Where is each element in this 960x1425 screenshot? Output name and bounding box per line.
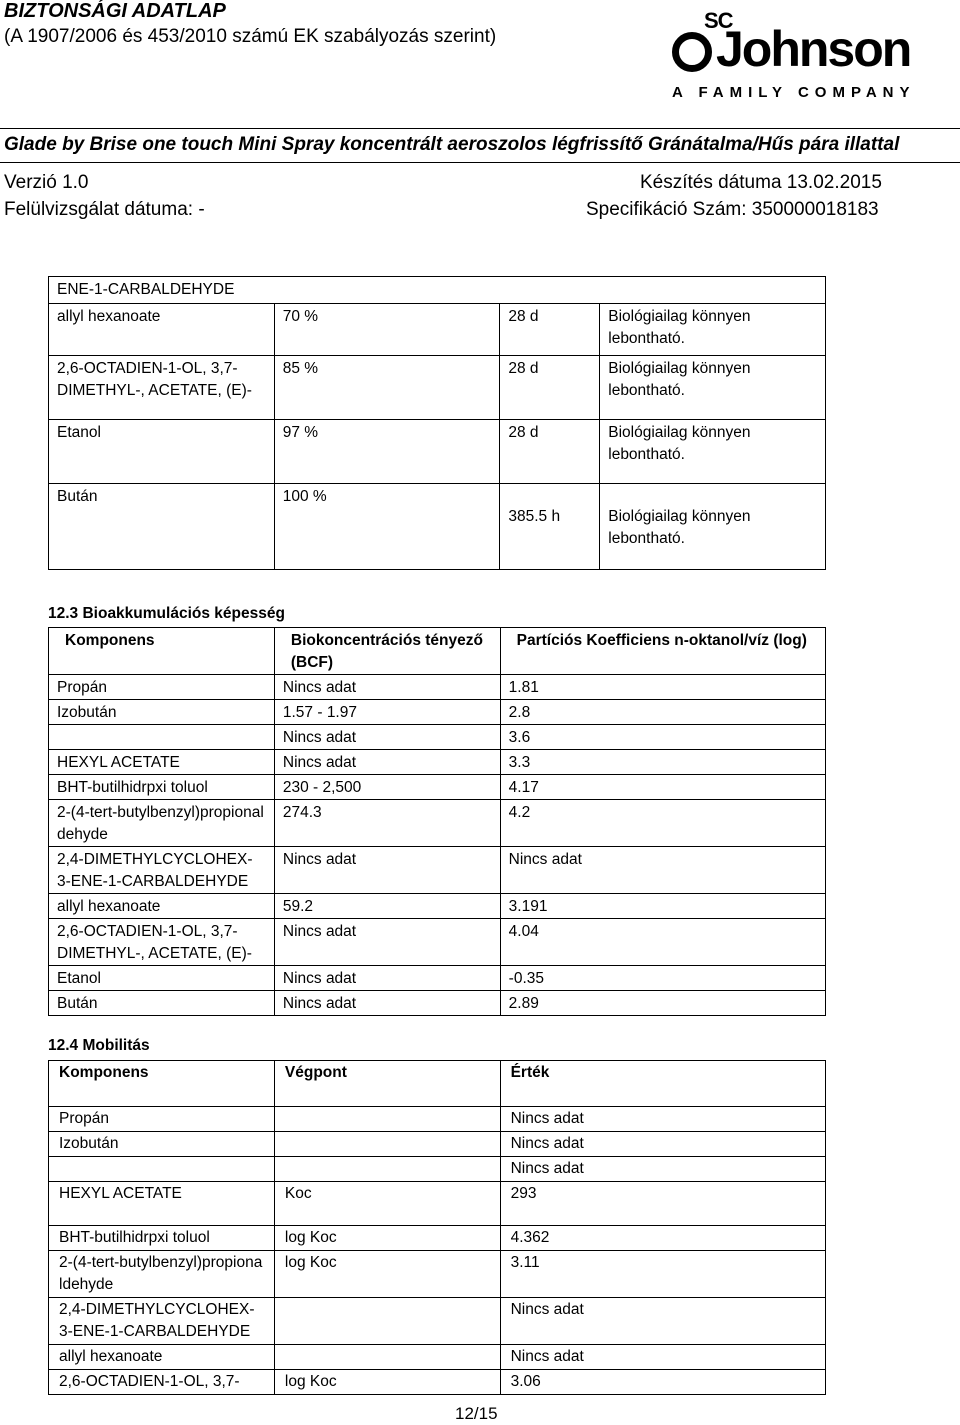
value-cell: 100 % bbox=[274, 484, 500, 570]
result-cell: Biológiailag könnyen lebontható. bbox=[600, 356, 826, 420]
table-row bbox=[49, 1107, 826, 1132]
cell: 3.6 bbox=[500, 725, 825, 750]
company-logo bbox=[668, 8, 916, 108]
column-header: Partíciós Koefficiens n-oktanol/víz (log) bbox=[500, 628, 825, 675]
section-heading-mobility: 12.4 Mobilitás bbox=[48, 1037, 150, 1054]
table-row bbox=[49, 800, 826, 847]
table-row bbox=[49, 1182, 826, 1226]
cell: Nincs adat bbox=[274, 750, 500, 775]
section-heading-bioaccumulation: 12.3 Bioakkumulációs képesség bbox=[48, 605, 285, 622]
component-cell: Etanol bbox=[49, 420, 275, 484]
component-cell: 2,6-OCTADIEN-1-OL, 3,7-DIMETHYL-, ACETATE, (E)- bbox=[49, 356, 275, 420]
column-header: Komponens bbox=[49, 628, 275, 675]
cell: 3.11 bbox=[500, 1251, 825, 1298]
document-title: BIZTONSÁGI ADATLAP bbox=[4, 0, 226, 22]
cell: Propán bbox=[49, 1107, 275, 1132]
table-row bbox=[49, 700, 826, 725]
cell: BHT-butilhidrpxi toluol bbox=[49, 1226, 275, 1251]
cell: Nincs adat bbox=[274, 847, 500, 894]
logo-name: Johnson bbox=[716, 21, 911, 77]
cell: Koc bbox=[274, 1182, 500, 1226]
table-row bbox=[49, 1157, 826, 1182]
time-cell: 385.5 h bbox=[500, 484, 600, 570]
value-cell: 70 % bbox=[274, 304, 500, 356]
cell: 3.06 bbox=[500, 1370, 825, 1395]
table-row bbox=[49, 966, 826, 991]
table-row bbox=[49, 775, 826, 800]
regulation-line: (A 1907/2006 és 453/2010 számú EK szabályozás szerint) bbox=[4, 26, 497, 47]
cell: Nincs adat bbox=[500, 847, 825, 894]
cell: 230 - 2,500 bbox=[274, 775, 500, 800]
cell: 4.362 bbox=[500, 1226, 825, 1251]
header-divider bbox=[0, 162, 960, 163]
cell: log Koc bbox=[274, 1370, 500, 1395]
cell bbox=[274, 1107, 500, 1132]
time-cell: 28 d bbox=[500, 356, 600, 420]
cell: Izobután bbox=[49, 700, 275, 725]
result-cell: Biológiailag könnyen lebontható. bbox=[600, 484, 826, 570]
cell: Nincs adat bbox=[500, 1107, 825, 1132]
cell: Nincs adat bbox=[500, 1298, 825, 1345]
cell: 2,4-DIMETHYLCYCLOHEX-3-ENE-1-CARBALDEHYDE bbox=[49, 847, 275, 894]
mobility-table bbox=[48, 1060, 826, 1395]
cell: 1.81 bbox=[500, 675, 825, 700]
logo-tagline: A FAMILY COMPANY bbox=[672, 84, 916, 101]
version: Verzió 1.0 bbox=[4, 172, 89, 193]
cell: Propán bbox=[49, 675, 275, 700]
component-cell: ENE-1-CARBALDEHYDE bbox=[49, 277, 826, 304]
component-cell: allyl hexanoate bbox=[49, 304, 275, 356]
cell: 3.191 bbox=[500, 894, 825, 919]
table-row bbox=[49, 1345, 826, 1370]
table-row bbox=[49, 675, 826, 700]
table-row bbox=[49, 1370, 826, 1395]
spec-number: Specifikáció Szám: 350000018183 bbox=[586, 199, 879, 220]
revision-date: Felülvizsgálat dátuma: - bbox=[4, 199, 205, 220]
cell: 1.57 - 1.97 bbox=[274, 700, 500, 725]
cell: Nincs adat bbox=[274, 725, 500, 750]
table-row bbox=[49, 991, 826, 1016]
cell: 3.3 bbox=[500, 750, 825, 775]
cell: Nincs adat bbox=[500, 1132, 825, 1157]
column-header: Végpont bbox=[274, 1061, 500, 1107]
cell: 2.89 bbox=[500, 991, 825, 1016]
biodegradation-table bbox=[48, 276, 826, 570]
table-row bbox=[49, 1298, 826, 1345]
cell: Nincs adat bbox=[274, 919, 500, 966]
cell: 4.2 bbox=[500, 800, 825, 847]
cell: 293 bbox=[500, 1182, 825, 1226]
cell bbox=[274, 1298, 500, 1345]
table-header-row bbox=[49, 1061, 826, 1107]
result-cell: Biológiailag könnyen lebontható. bbox=[600, 304, 826, 356]
cell: HEXYL ACETATE bbox=[49, 1182, 275, 1226]
time-cell: 28 d bbox=[500, 304, 600, 356]
logo-sc: SC bbox=[704, 8, 733, 33]
cell: -0.35 bbox=[500, 966, 825, 991]
cell bbox=[49, 725, 275, 750]
cell bbox=[274, 1132, 500, 1157]
table-row bbox=[49, 725, 826, 750]
cell: Nincs adat bbox=[500, 1345, 825, 1370]
table-row bbox=[49, 894, 826, 919]
cell: log Koc bbox=[274, 1251, 500, 1298]
cell: HEXYL ACETATE bbox=[49, 750, 275, 775]
table-row bbox=[49, 847, 826, 894]
cell: 274.3 bbox=[274, 800, 500, 847]
cell: Nincs adat bbox=[274, 991, 500, 1016]
cell bbox=[49, 1157, 275, 1182]
table-header-row bbox=[49, 628, 826, 675]
table-row bbox=[49, 484, 826, 570]
column-header: Érték bbox=[500, 1061, 825, 1107]
prep-date: Készítés dátuma 13.02.2015 bbox=[640, 172, 882, 193]
cell bbox=[274, 1157, 500, 1182]
cell: 2-(4-tert-butylbenzyl)propionaldehyde bbox=[49, 800, 275, 847]
cell: Bután bbox=[49, 991, 275, 1016]
bioaccumulation-table bbox=[48, 627, 826, 1016]
cell: 2.8 bbox=[500, 700, 825, 725]
cell: Nincs adat bbox=[500, 1157, 825, 1182]
table-row bbox=[49, 304, 826, 356]
cell: 59.2 bbox=[274, 894, 500, 919]
cell: allyl hexanoate bbox=[49, 894, 275, 919]
table-row bbox=[49, 356, 826, 420]
table-row bbox=[49, 1226, 826, 1251]
component-cell: Bután bbox=[49, 484, 275, 570]
table-row bbox=[49, 1132, 826, 1157]
value-cell: 97 % bbox=[274, 420, 500, 484]
cell: 4.17 bbox=[500, 775, 825, 800]
cell: 4.04 bbox=[500, 919, 825, 966]
column-header: Biokoncentrációs tényező (BCF) bbox=[274, 628, 500, 675]
result-cell: Biológiailag könnyen lebontható. bbox=[600, 420, 826, 484]
cell: log Koc bbox=[274, 1226, 500, 1251]
logo-seal-icon bbox=[672, 32, 712, 72]
table-row bbox=[49, 919, 826, 966]
cell bbox=[274, 1345, 500, 1370]
table-row bbox=[49, 420, 826, 484]
product-name: Glade by Brise one touch Mini Spray koncentrált aeroszolos légfrissítő Gránátalma/Hűs pára illattal bbox=[4, 134, 900, 155]
column-header: Komponens bbox=[49, 1061, 275, 1107]
cell: Nincs adat bbox=[274, 675, 500, 700]
cell: 2-(4-tert-butylbenzyl)propionaldehyde bbox=[49, 1251, 275, 1298]
table-row bbox=[49, 1251, 826, 1298]
page-number: 12/15 bbox=[455, 1404, 498, 1423]
table-row bbox=[49, 750, 826, 775]
header-divider bbox=[0, 128, 960, 129]
cell: 2,6-OCTADIEN-1-OL, 3,7- bbox=[49, 1370, 275, 1395]
cell: Nincs adat bbox=[274, 966, 500, 991]
value-cell: 85 % bbox=[274, 356, 500, 420]
cell: BHT-butilhidrpxi toluol bbox=[49, 775, 275, 800]
cell: Etanol bbox=[49, 966, 275, 991]
time-cell: 28 d bbox=[500, 420, 600, 484]
cell: allyl hexanoate bbox=[49, 1345, 275, 1370]
cell: 2,4-DIMETHYLCYCLOHEX-3-ENE-1-CARBALDEHYDE bbox=[49, 1298, 275, 1345]
cell: Izobután bbox=[49, 1132, 275, 1157]
cell: 2,6-OCTADIEN-1-OL, 3,7-DIMETHYL-, ACETATE, (E)- bbox=[49, 919, 275, 966]
table-row bbox=[49, 277, 826, 304]
